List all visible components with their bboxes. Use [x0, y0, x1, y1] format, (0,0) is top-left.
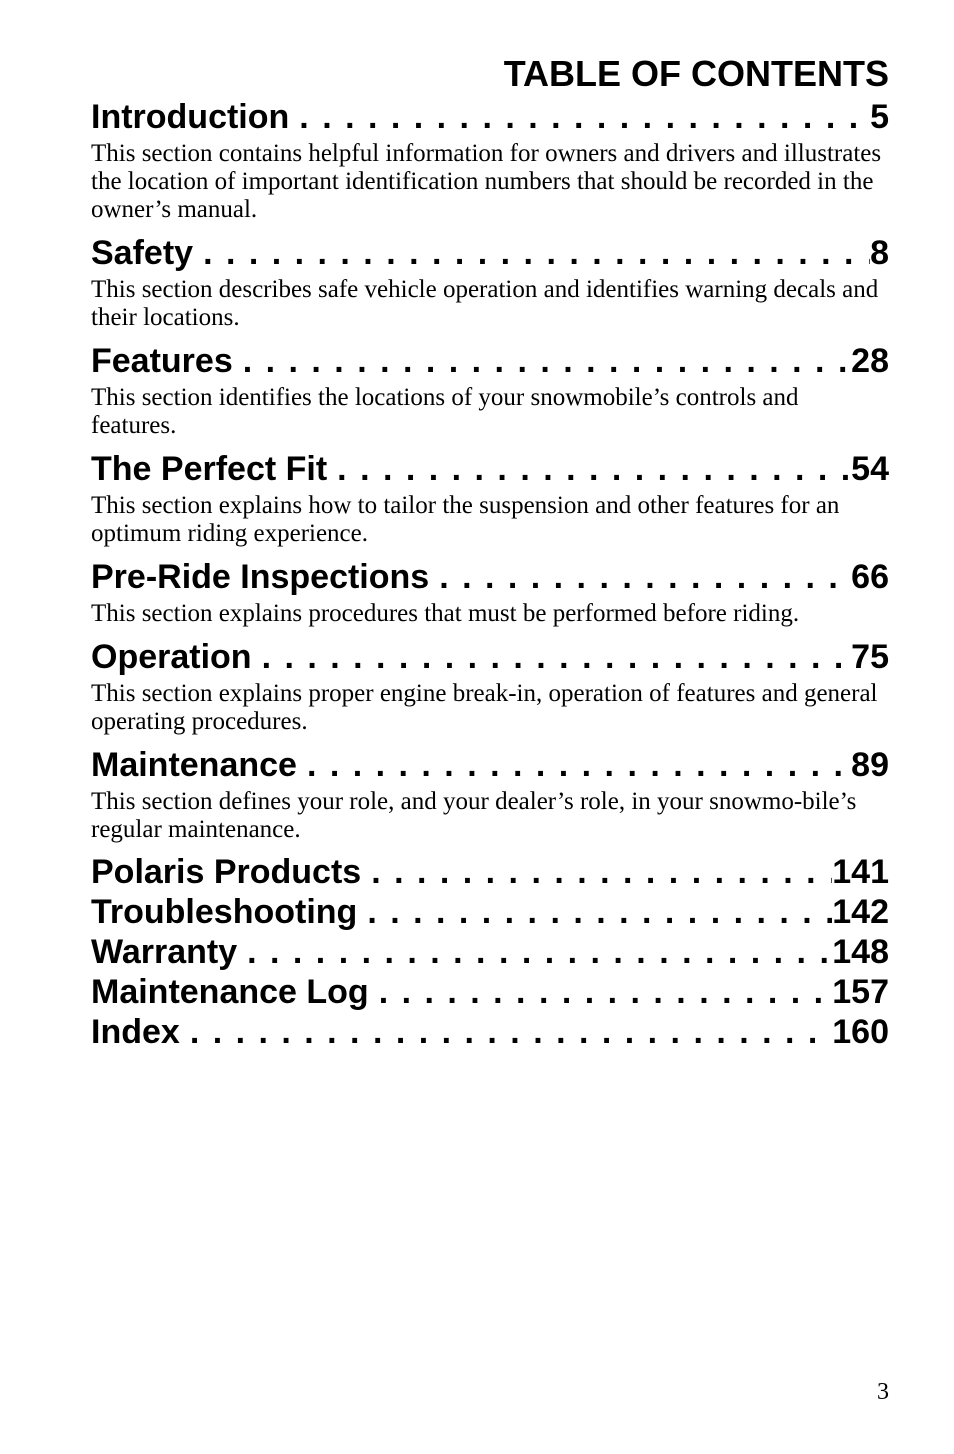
toc-entry-label: The Perfect Fit	[91, 450, 328, 488]
dot-leader	[369, 972, 833, 1012]
toc-entry-page: 148	[832, 933, 889, 971]
toc-entry-description: This section identifies the locations of your snowmobile’s controls and features.	[91, 384, 799, 439]
toc-entry-maintenance-log[interactable]	[91, 972, 889, 1012]
dot-leader	[252, 636, 852, 678]
toc-entry-features	[91, 340, 889, 440]
toc-entry-the-perfect-fit	[91, 448, 889, 548]
toc-entry-page: 5	[870, 98, 889, 136]
toc-entry-pre-ride-inspections	[91, 556, 889, 628]
toc-entry-label: Polaris Products	[91, 853, 362, 891]
toc-entry-index[interactable]	[91, 1012, 889, 1052]
toc-entry-maintenance	[91, 744, 889, 844]
toc-entry-label: Pre-Ride Inspections	[91, 558, 430, 596]
toc-entry-description: This section defines your role, and your dealer’s role, in your snowmo-bile’s regular maintenance.	[91, 788, 857, 843]
toc-entry-page: 141	[832, 853, 889, 891]
toc-entry-label: Introduction	[91, 98, 290, 136]
toc-entry-page: 28	[851, 342, 889, 380]
dot-leader	[327, 448, 851, 490]
toc-entry-page: 66	[851, 558, 889, 596]
dot-leader	[361, 852, 832, 892]
toc-entry-description: This section explains proper engine break-in, operation of features and general operating procedures.	[91, 680, 878, 735]
toc-entry-warranty[interactable]	[91, 932, 889, 972]
toc-entry-page: 142	[832, 893, 889, 931]
toc-entry-link[interactable]	[91, 636, 889, 678]
toc-entry-link[interactable]	[91, 744, 889, 786]
toc-entry-label: Maintenance Log	[91, 973, 369, 1011]
dot-leader	[357, 892, 832, 932]
toc-entry-label: Troubleshooting	[91, 893, 358, 931]
toc-entry-operation	[91, 636, 889, 736]
dot-leader	[180, 1012, 832, 1052]
toc-entry-page: 160	[832, 1013, 889, 1051]
toc-entry-description: This section contains helpful information for owners and drivers and illustrates the location of important identification numbers that should be recorded in the owner’s manual.	[91, 140, 882, 223]
toc-title: TABLE OF CONTENTS	[503, 53, 889, 94]
toc-entry-introduction	[91, 96, 889, 224]
toc-entry-link[interactable]	[91, 556, 889, 598]
dot-leader	[429, 556, 851, 598]
toc-entry-page: 89	[851, 746, 889, 784]
toc-entry-label: Operation	[91, 638, 252, 676]
table-of-contents	[91, 52, 889, 1052]
toc-entry-group	[91, 852, 889, 1052]
toc-entry-page: 54	[851, 450, 889, 488]
dot-leader	[289, 96, 870, 138]
toc-entry-link[interactable]	[91, 340, 889, 382]
toc-entry-page: 75	[851, 638, 889, 676]
toc-entry-link[interactable]	[91, 232, 889, 274]
toc-entry-polaris-products[interactable]	[91, 852, 889, 892]
toc-entry-label: Maintenance	[91, 746, 297, 784]
dot-leader	[297, 744, 851, 786]
toc-entry-label: Features	[91, 342, 233, 380]
toc-entry-link[interactable]	[91, 96, 889, 138]
toc-entry-page: 157	[832, 973, 889, 1011]
toc-entry-troubleshooting[interactable]	[91, 892, 889, 932]
dot-leader	[237, 932, 832, 972]
toc-entry-label: Index	[91, 1013, 180, 1051]
page-number: 3	[877, 1379, 889, 1405]
toc-entry-description: This section describes safe vehicle operation and identifies warning decals and their locations.	[91, 276, 879, 331]
toc-entry-link[interactable]	[91, 448, 889, 490]
dot-leader	[193, 232, 870, 274]
toc-entry-label: Warranty	[91, 933, 238, 971]
toc-entry-description: This section explains how to tailor the suspension and other features for an optimum riding experience.	[91, 492, 840, 547]
toc-entry-description: This section explains procedures that must be performed before riding.	[91, 600, 800, 627]
toc-entry-page: 8	[870, 234, 889, 272]
dot-leader	[233, 340, 851, 382]
toc-entry-label: Safety	[91, 234, 194, 272]
toc-entry-safety	[91, 232, 889, 332]
